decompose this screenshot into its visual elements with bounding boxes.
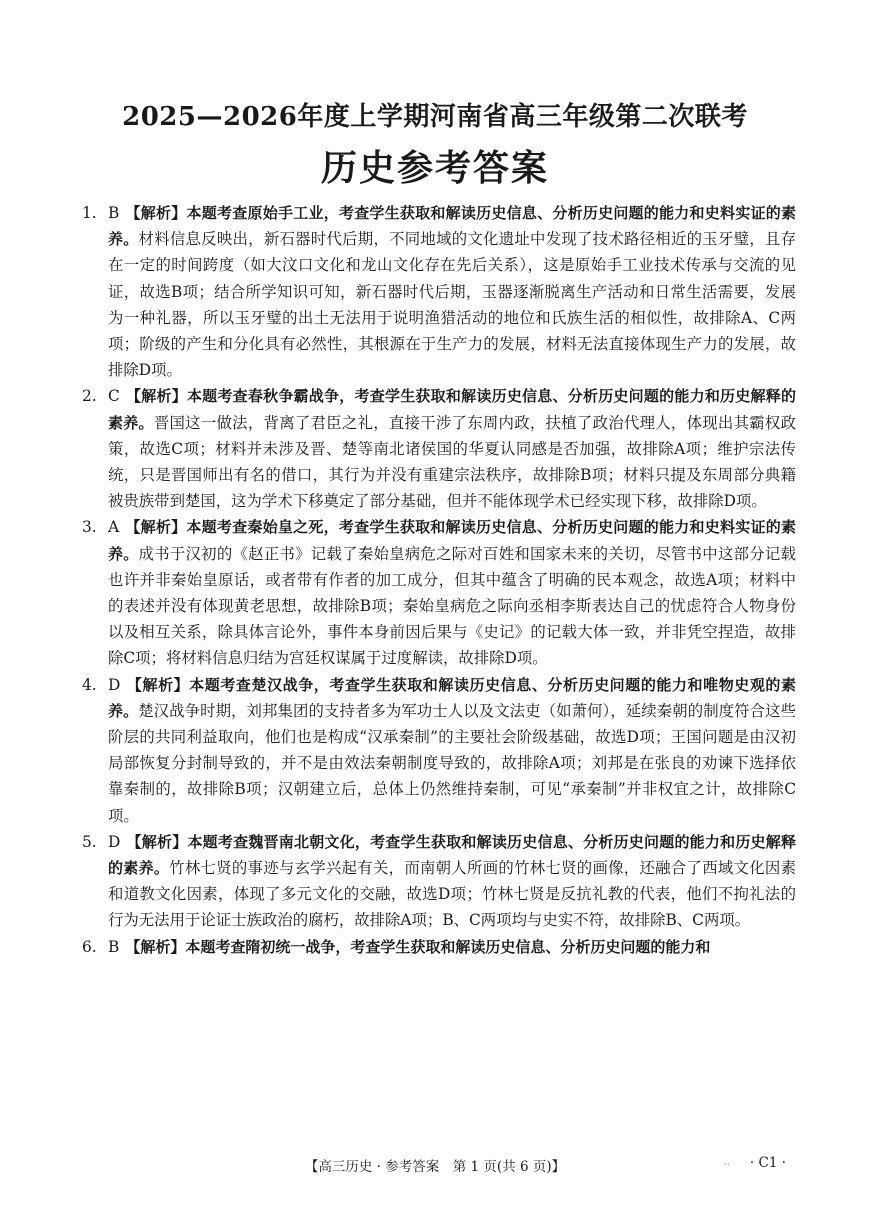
footer-code: · C1 · xyxy=(749,1155,786,1171)
item-analysis-body: 材料信息反映出，新石器时代后期，不同地域的文化遗址中发现了技术路径相近的玉牙璧，且存在一定的时间跨度（如大汶口文化和龙山文化存在先后关系），这是原始手工业技术传承与交流的见证，故选B项；结合所学知识可知，新石器时代后期，玉器逐渐脱离生产活动和日常生活需要，发展为一种礼器，所以玉牙璧的出土无法用于说明渔猎活动的地位和氏族生活的相似性，故排除A、C两项；阶级的产生和分化具有必然性，其根源在于生产力的发展，材料无法直接体现生产力的发展，故排除D项。 xyxy=(108,230,796,380)
answer-item-2 xyxy=(82,383,796,514)
footer-dots: .. xyxy=(723,1157,730,1168)
item-analysis-body: 竹林七贤的事迹与玄学兴起有关，而南朝人所画的竹林七贤的画像，还融合了西域文化因素和道教文化因素，体现了多元文化的交融，故选D项；竹林七贤是反抗礼教的代表，他们不拘礼法的行为无法用于论证士族政治的腐朽，故排除A项；B、C两项均与史实不符，故排除B、C两项。 xyxy=(108,859,796,930)
item-analysis-lead: 【解析】本题考查隋初统一战争，考查学生获取和解读历史信息、分析历史问题的能力和 xyxy=(125,937,711,956)
answer-item-1 xyxy=(82,200,796,383)
item-answer: B xyxy=(108,937,120,956)
document-subtitle: 历史参考答案 xyxy=(320,147,549,189)
item-number: 4. xyxy=(82,675,97,694)
item-answer: D xyxy=(108,675,121,694)
item-answer: D xyxy=(108,832,121,851)
item-number: 6. xyxy=(82,937,97,956)
exam-title: 2025—2026年度上学期河南省高三年级第二次联考 xyxy=(122,102,748,132)
item-analysis-lead: 【解析】本题考查魏晋南北朝文化，考查学生获取和解读历史信息、分析历史问题的能力和历史解释的素养。 xyxy=(108,832,796,878)
answer-item-3 xyxy=(82,514,796,671)
answer-list xyxy=(82,200,796,960)
answer-item-6 xyxy=(82,934,796,960)
item-number: 5. xyxy=(82,832,97,851)
item-analysis-lead: 【解析】本题考查秦始皇之死，考查学生获取和解读历史信息、分析历史问题的能力和史料实证的素养。 xyxy=(108,518,796,563)
item-answer: A xyxy=(108,518,120,537)
item-answer: C xyxy=(108,387,120,406)
item-analysis-lead: 【解析】本题考查楚汉战争，考查学生获取和解读历史信息、分析历史问题的能力和唯物史观的素养。 xyxy=(108,675,796,720)
item-number: 1. xyxy=(82,204,97,222)
item-analysis-body: 晋国这一做法，背离了君臣之礼，直接干涉了东周内政，扶植了政治代理人，体现出其霸权政策，故选C项；材料并未涉及晋、楚等南北诸侯国的华夏认同感是否加强，故排除A项；维护宗法传统，只是晋国师出有名的借口，其行为并没有重建宗法秩序，故排除B项；材料只提及东周部分典籍被贵族带到楚国，这为学术下移奠定了部分基础，但并不能体现学术已经实现下移，故排除D项。 xyxy=(108,413,796,511)
item-analysis-lead: 【解析】本题考查原始手工业，考查学生获取和解读历史信息、分析历史问题的能力和史料实证的素养。 xyxy=(108,204,796,249)
item-number: 2. xyxy=(82,387,97,406)
item-answer: B xyxy=(108,204,120,222)
answer-item-4 xyxy=(82,672,796,829)
item-number: 3. xyxy=(82,518,97,537)
footer-page-info: 【高三历史 · 参考答案 第 1 页(共 6 页)】 xyxy=(304,1159,566,1175)
answer-item-5 xyxy=(82,829,796,934)
item-analysis-body: 楚汉战争时期，刘邦集团的支持者多为军功士人以及文法吏（如萧何），延续秦朝的制度符合这些阶层的共同利益取向，他们也是构成“汉承秦制”的主要社会阶级基础，故选D项；王国问题是由汉初局部恢复分封制导致的，并不是由效法秦朝制度导致的，故排除A项；刘邦是在张良的劝谏下选择依靠秦制的，故排除B项；汉朝建立后，总体上仍然维持秦制，可见“承秦制”并非权宜之计，故排除C项。 xyxy=(108,701,796,825)
item-analysis-body: 成书于汉初的《赵正书》记载了秦始皇病危之际对百姓和国家未来的关切，尽管书中这部分记载也许并非秦始皇原话，或者带有作者的加工成分，但其中蕴含了明确的民本观念，故选A项；材料中的表述并没有体现黄老思想，故排除B项；秦始皇病危之际向丞相李斯表达自己的忧虑符合人物身份以及相互关系，除具体言论外，事件本身前因后果与《史记》的记载大体一致，并非凭空捏造，故排除C项；将材料信息归结为宫廷权谋属于过度解读，故排除D项。 xyxy=(108,544,796,668)
item-analysis-lead: 【解析】本题考查春秋争霸战争，考查学生获取和解读历史信息、分析历史问题的能力和历史解释的素养。 xyxy=(108,387,796,432)
page-footer xyxy=(0,1155,870,1179)
